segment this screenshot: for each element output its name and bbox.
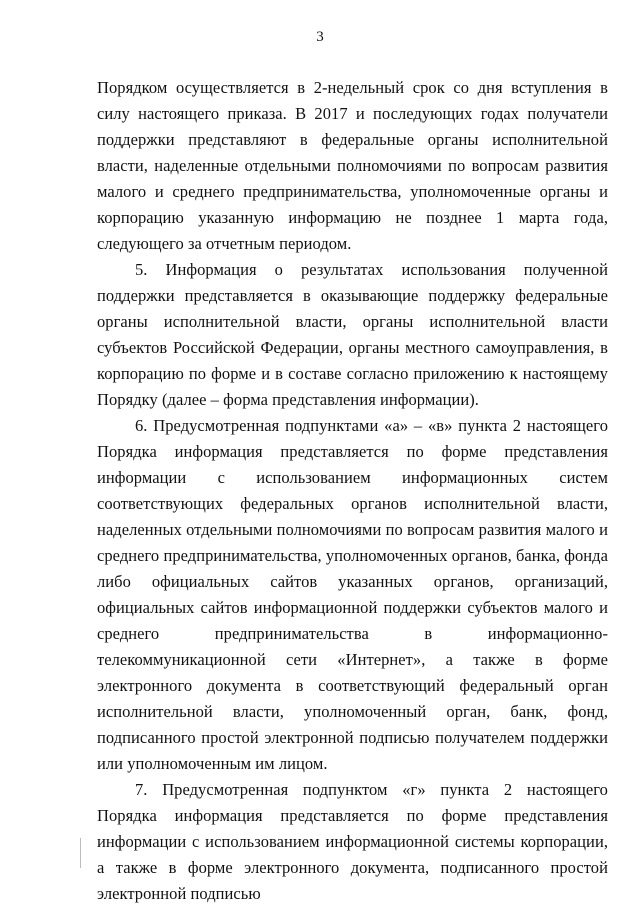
paragraph-6: 6. Предусмотренная подпунктами «а» – «в» пункта 2 настоящего Порядка информация представляется по форме представления информации с использованием информационных систем соответствующих федеральных органов исполнительной власти, наделенных отдельными полномочиями по вопросам развития малого и среднего предпринимательства, уполномоченных органов, банка, фонда либо официальных сайтов указанных органов, организаций, официальных сайтов информационной поддержки субъектов малого и среднего предпринимательства в информационно-телекоммуникационной сети «Интернет», а также в форме электронного документа в соответствующий федеральный орган исполнительной власти, уполномоченный орган, банк, фонд, подписанного простой электронной подписью получателем поддержки или уполномоченным им лицом. [97,416,608,773]
paragraph-5: 5. Информация о результатах использования полученной поддержки представляется в оказывающие поддержку федеральные органы исполнительной власти, органы исполнительной власти субъектов Российской Федерации, органы местного самоуправления, в корпорацию по форме и в составе согласно приложению к настоящему Порядку (далее – форма представления информации). [97,260,608,409]
page-number: 3 [316,29,324,45]
document-body [97,75,608,907]
scan-margin-mark [80,838,81,868]
paragraph-continuation: Порядком осуществляется в 2-недельный срок со дня вступления в силу настоящего приказа. В 2017 и последующих годах получатели поддержки представляют в федеральные органы исполнительной власти, наделенные отдельными полномочиями по вопросам развития малого и среднего предпринимательства, уполномоченные органы и корпорацию указанную информацию не позднее 1 марта года, следующего за отчетным периодом. [97,78,608,253]
paragraph-7: 7. Предусмотренная подпунктом «г» пункта 2 настоящего Порядка информация представляется по форме представления информации с использованием информационной системы корпорации, а также в форме электронного документа, подписанного простой электронной подписью [97,780,608,903]
